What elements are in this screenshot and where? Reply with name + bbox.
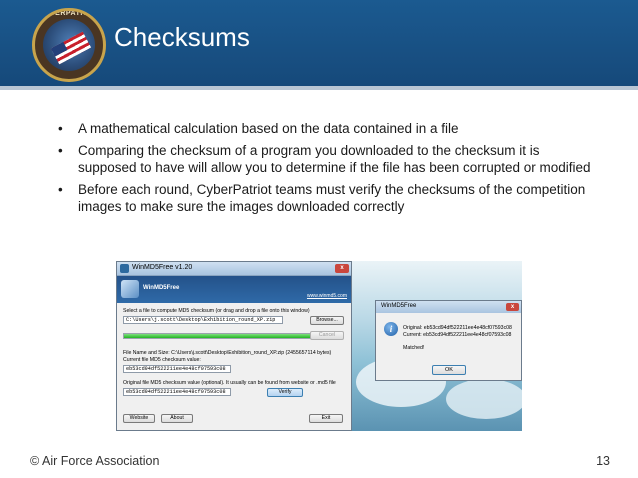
ok-button[interactable]: OK xyxy=(432,365,466,375)
original-checksum-label: Original file MD5 checksum value (optional). It usually can be found from website or .md5 file xyxy=(123,380,336,386)
window-title: WinMD5Free v1.20 xyxy=(132,264,193,271)
exit-button[interactable]: Exit xyxy=(309,414,343,423)
bullet-text: Before each round, CyberPatriot teams must verify the checksums of the competition images to make sure the images downloaded correctly xyxy=(78,182,586,214)
footer-copyright: © Air Force Association xyxy=(30,454,160,468)
about-button[interactable]: About xyxy=(161,414,193,423)
winmd5-window xyxy=(116,261,352,431)
header-divider xyxy=(0,86,638,90)
progress-fill xyxy=(124,334,312,338)
website-link[interactable]: www.winmd5.com xyxy=(306,293,347,299)
match-dialog xyxy=(375,300,522,381)
file-info-label: File Name and Size: C:\Users\j.scott\Desktop\Exhibition_round_XP.zip (2455657114 bytes) xyxy=(123,350,332,356)
cancel-button[interactable]: Cancel xyxy=(310,331,344,340)
dialog-title: WinMD5Free xyxy=(381,303,417,309)
progress-bar xyxy=(123,333,313,339)
website-button[interactable]: Website xyxy=(123,414,155,423)
select-file-label: Select a file to compute MD5 checksum (or drag and drop a file onto this window) xyxy=(123,308,310,314)
slide-header xyxy=(0,0,638,86)
current-checksum-label: Current file MD5 checksum value: xyxy=(123,357,201,363)
bullet-text: Comparing the checksum of a program you downloaded to the checksum it is supposed to have will allow you to determine if the file has been corrupted or modified xyxy=(78,143,591,175)
bullet-item xyxy=(56,120,596,137)
winmd5-screenshot xyxy=(116,261,522,431)
bullet-glyph: • xyxy=(58,143,63,158)
bullet-list xyxy=(56,120,596,220)
dialog-current: Current: eb53cd94df522211ee4e48cf07593c08 xyxy=(403,332,512,338)
bullet-glyph: • xyxy=(58,182,63,197)
dialog-status: Matched! xyxy=(403,345,425,351)
flag-icon xyxy=(51,32,91,65)
original-checksum-field[interactable]: eb53cd94df522211ee4e48cf07593c08 xyxy=(123,388,231,396)
page-number: 13 xyxy=(596,454,610,468)
app-icon xyxy=(120,264,129,273)
current-checksum-field[interactable]: eb53cd94df522211ee4e48cf07593c08 xyxy=(123,365,231,373)
banner-app-name: WinMD5Free xyxy=(143,285,180,291)
file-path-field[interactable]: C:\Users\j.scott\Desktop\Exhibition_round_XP.zip xyxy=(123,316,283,324)
dialog-original: Original: eb53cd94df522211ee4e48cf07593c08 xyxy=(403,325,512,331)
logo-emblem xyxy=(43,19,95,71)
iceberg-shape xyxy=(446,379,522,419)
app-banner xyxy=(117,276,351,303)
close-icon[interactable]: x xyxy=(506,303,519,311)
app-logo-icon xyxy=(121,280,139,298)
info-icon: i xyxy=(384,322,398,336)
dialog-titlebar xyxy=(376,301,521,313)
bullet-text: A mathematical calculation based on the data contained in a file xyxy=(78,121,459,136)
verify-button[interactable]: Verify xyxy=(267,388,303,397)
bullet-glyph: • xyxy=(58,121,63,136)
bullet-item xyxy=(56,181,596,215)
slide-title: Checksums xyxy=(114,22,250,52)
close-icon[interactable]: x xyxy=(335,264,349,273)
window-titlebar xyxy=(117,262,351,276)
browse-button[interactable]: Browse... xyxy=(310,316,344,325)
logo-text: CYBERPATRIOT xyxy=(38,10,100,17)
bullet-item xyxy=(56,142,596,176)
cyberpatriot-logo xyxy=(32,8,106,82)
